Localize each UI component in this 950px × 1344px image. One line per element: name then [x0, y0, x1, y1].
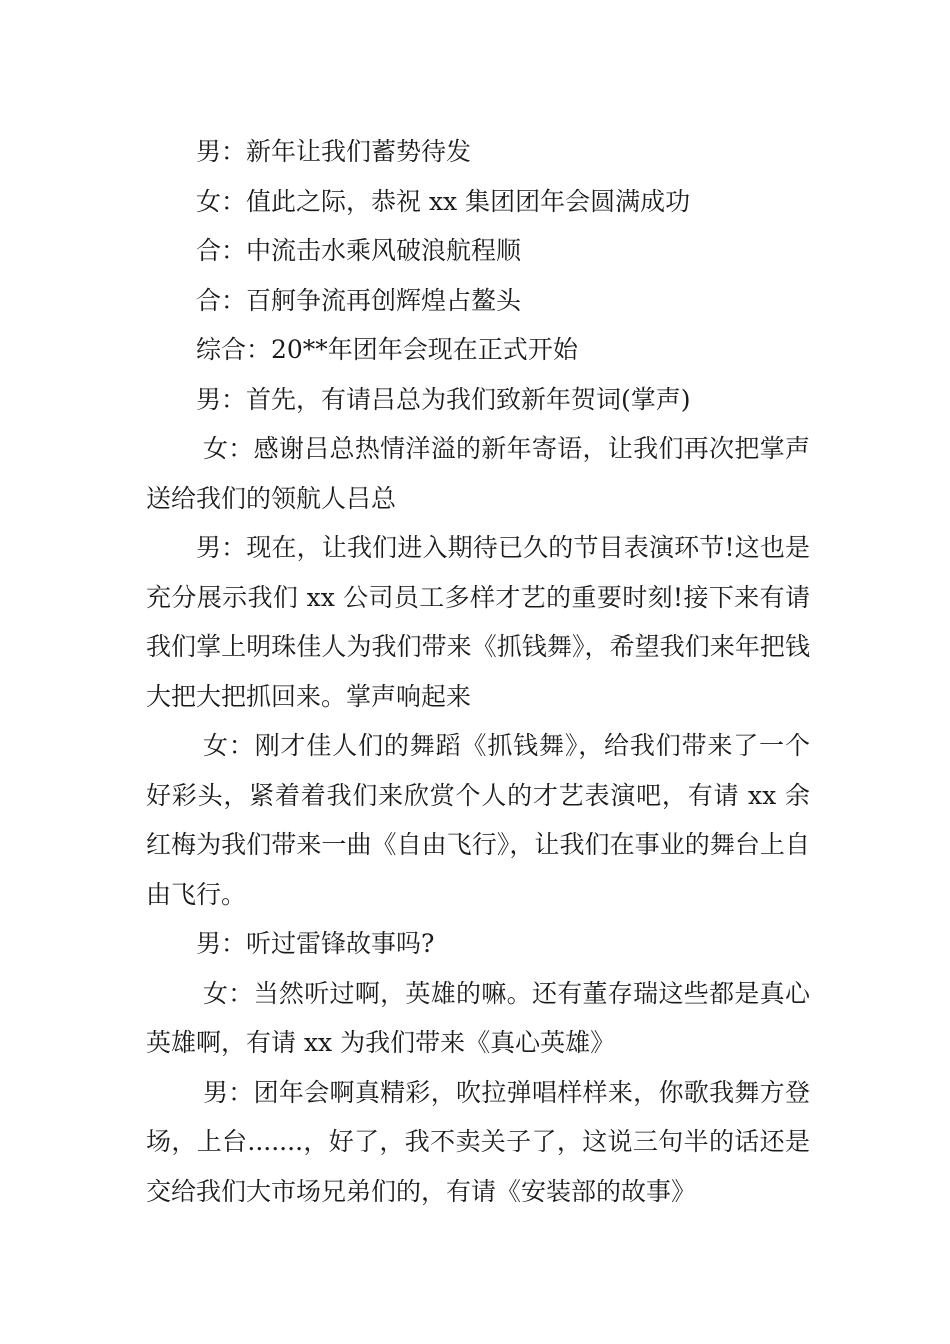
paragraph-4: 合：百舸争流再创辉煌占鳌头 — [196, 285, 522, 315]
paragraph-5: 综合：20**年团年会现在正式开始 — [196, 335, 578, 364]
paragraph-7: 女：感谢吕总热情洋溢的新年寄语，让我们再次把掌声送给我们的领航人吕总 — [146, 434, 810, 513]
paragraph-8: 男：现在，让我们进入期待已久的节目表演环节!这也是充分展示我们 xx 公司员工多样才艺的重要时刻!接下来有请我们掌上明珠佳人为我们带来《抓钱舞》，希望我们来年把钱大把大把抓回来。掌声响起来 — [146, 533, 810, 711]
document-body — [146, 127, 810, 1216]
paragraph-9: 女：刚才佳人们的舞蹈《抓钱舞》，给我们带来了一个好彩头，紧着着我们来欣赏个人的才艺表演吧，有请 xx 余红梅为我们带来一曲《自由飞行》，让我们在事业的舞台上自由飞行。 — [146, 731, 810, 909]
paragraph-1: 男：新年让我们蓄势待发 — [196, 137, 472, 166]
paragraph-12: 男：团年会啊真精彩，吹拉弹唱样样来，你歌我舞方登场，上台.......，好了，我不卖关子了，这说三句半的话还是交给我们大市场兄弟们的，有请《安装部的故事》 — [146, 1077, 810, 1206]
paragraph-10: 男：听过雷锋故事吗? — [196, 929, 435, 958]
paragraph-11: 女：当然听过啊，英雄的嘛。还有董存瑞这些都是真心英雄啊，有请 xx 为我们带来《真心英雄》 — [146, 978, 810, 1057]
paragraph-6: 男：首先，有请吕总为我们致新年贺词(掌声) — [196, 384, 691, 414]
paragraph-2: 女：值此之际，恭祝 xx 集团团年会圆满成功 — [196, 186, 691, 216]
paragraph-3: 合：中流击水乘风破浪航程顺 — [196, 236, 522, 265]
